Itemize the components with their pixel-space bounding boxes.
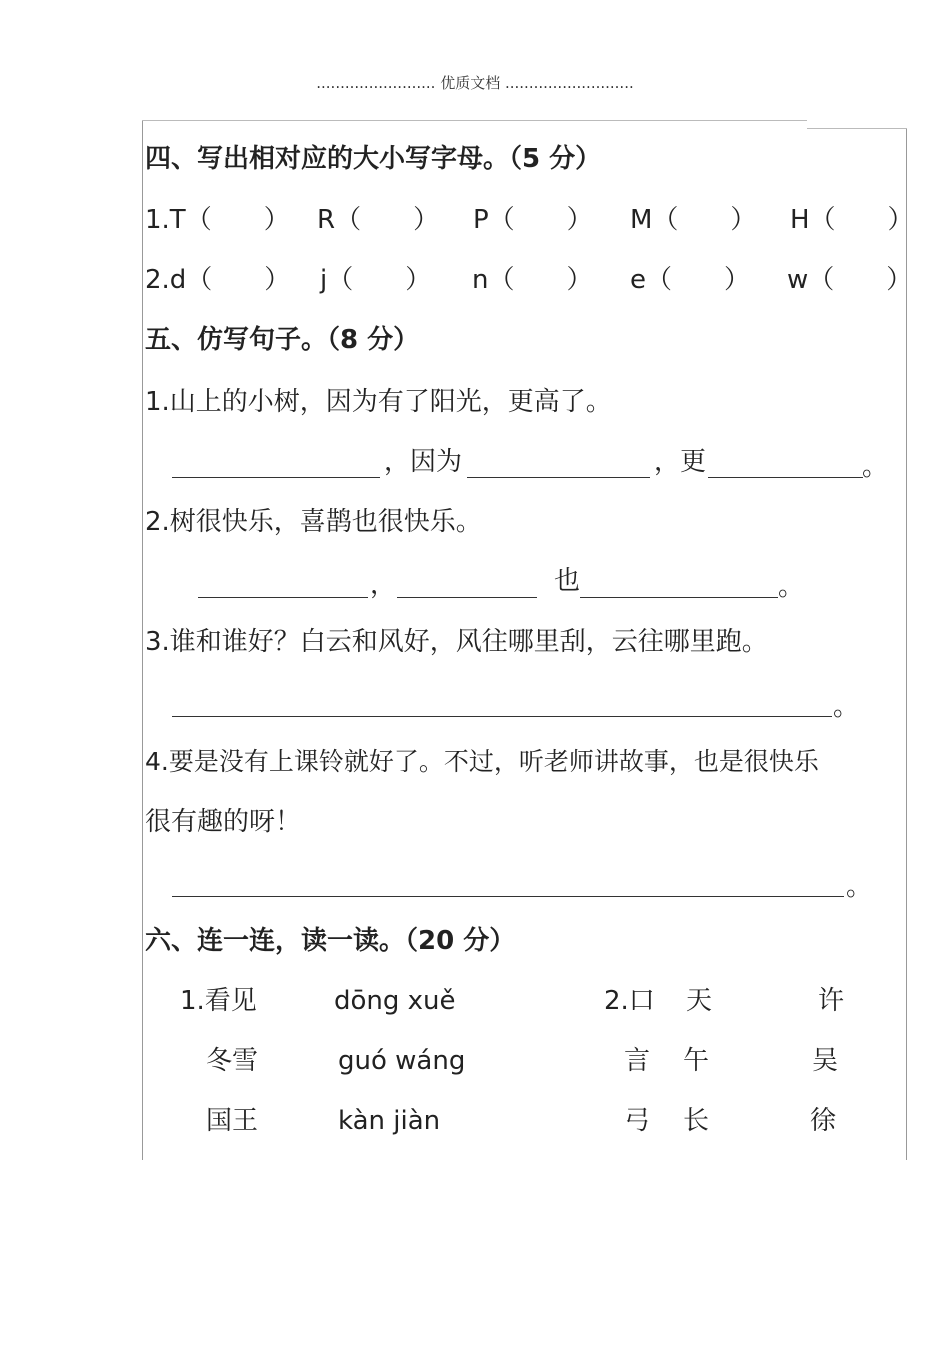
word-item: 冬雪: [206, 1046, 259, 1076]
letter-item: H（ ）: [790, 205, 914, 235]
frame-top-border: [142, 120, 807, 121]
q3-end: 。: [833, 692, 860, 722]
char-item: 2.口: [604, 986, 655, 1016]
word-item: 国王: [206, 1106, 259, 1136]
pinyin-item: guó wáng: [338, 1046, 466, 1076]
q2-blank-3[interactable]: [580, 597, 778, 598]
section4-title: 四、写出相对应的大小写字母。（5 分）: [145, 144, 602, 174]
letter-item: e（ ）: [630, 265, 750, 295]
pinyin-item: kàn jiàn: [338, 1106, 441, 1136]
q2-text: 2.树很快乐，喜鹊也很快乐。: [145, 507, 482, 537]
q1-blank-3[interactable]: [708, 477, 863, 478]
q2-end: 。: [778, 572, 805, 602]
frame-left-border: [142, 120, 143, 1160]
q4-end: 。: [846, 872, 873, 902]
page-header: ......................... 优质文档 ...........................: [316, 74, 634, 92]
q4-text-line2: 很有趣的呀！: [145, 807, 302, 837]
letter-item: w（ ）: [787, 265, 913, 295]
q2-blank-1[interactable]: [198, 597, 368, 598]
q2-fill-b: 也: [554, 566, 581, 596]
char-item: 徐: [810, 1106, 837, 1136]
char-item: 弓: [624, 1106, 651, 1136]
letter-item: n（ ）: [472, 265, 593, 295]
q1-end: 。: [862, 452, 889, 482]
q2-blank-2[interactable]: [397, 597, 537, 598]
q4-text-line1: 4.要是没有上课铃就好了。不过，听老师讲故事，也是很快乐: [145, 747, 819, 776]
letter-item: R（ ）: [317, 205, 440, 235]
word-item: 1.看见: [180, 986, 257, 1016]
section5-title: 五、仿写句子。（8 分）: [145, 325, 420, 355]
char-item: 吴: [812, 1046, 839, 1076]
letter-item: 2.d（ ）: [145, 265, 291, 295]
char-item: 天: [686, 986, 713, 1016]
pinyin-item: dōng xuě: [334, 986, 456, 1016]
char-item: 言: [624, 1046, 651, 1076]
letter-item: j（ ）: [320, 265, 432, 295]
letter-item: 1.T（ ）: [145, 205, 290, 235]
q3-text: 3.谁和谁好？白云和风好，风往哪里刮，云往哪里跑。: [145, 627, 768, 657]
letter-item: M（ ）: [630, 205, 757, 235]
char-item: 长: [683, 1106, 710, 1136]
q2-fill-a: ，: [370, 570, 397, 600]
q1-fill-a: ，因为: [384, 447, 463, 477]
char-item: 许: [818, 986, 845, 1016]
letter-item: P（ ）: [473, 205, 593, 235]
frame-top-border-2: [807, 128, 907, 129]
q1-fill-b: ，更: [654, 447, 707, 477]
section6-title: 六、连一连，读一读。（20 分）: [145, 926, 516, 956]
q3-blank[interactable]: [172, 716, 832, 717]
q1-blank-1[interactable]: [172, 477, 380, 478]
q1-blank-2[interactable]: [467, 477, 650, 478]
q1-text: 1.山上的小树，因为有了阳光，更高了。: [145, 387, 612, 417]
char-item: 午: [683, 1046, 710, 1076]
q4-blank[interactable]: [172, 896, 844, 897]
